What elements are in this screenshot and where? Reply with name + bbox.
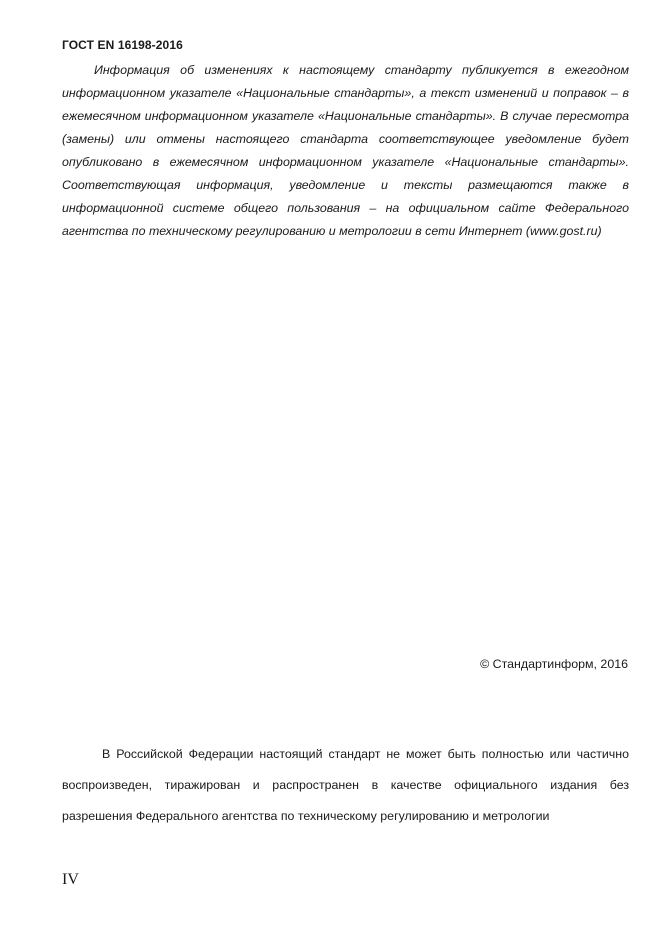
copyright-line: © Стандартинформ, 2016 [480, 657, 628, 671]
standard-code-header: ГОСТ EN 16198-2016 [62, 38, 183, 52]
reproduction-rights-paragraph: В Российской Федерации настоящий стандарт не может быть полностью или частично воспроизведен, тиражирован и распространен в качестве официального издания без разрешения Федерального агентства по техническому регулированию и метрологии [62, 747, 629, 823]
changes-notice-paragraph: Информация об изменениях к настоящему стандарту публикуется в ежегодном информационном указателе «Национальные стандарты», а текст изменений и поправок – в ежемесячном информационном указателе «Национальные стандарты». В случае пересмотра (замены) или отмены настоящего стандарта соответствующее уведомление будет опубликовано в ежемесячном информационном указателе «Национальные стандарты». Соответствующая информация, уведомление и тексты размещаются также в информационной системе общего пользования – на официальном сайте Федерального агентства по техническому регулированию и метрологии в сети Интернет (www.gost.ru) [62, 63, 629, 238]
page-number: IV [62, 871, 79, 888]
